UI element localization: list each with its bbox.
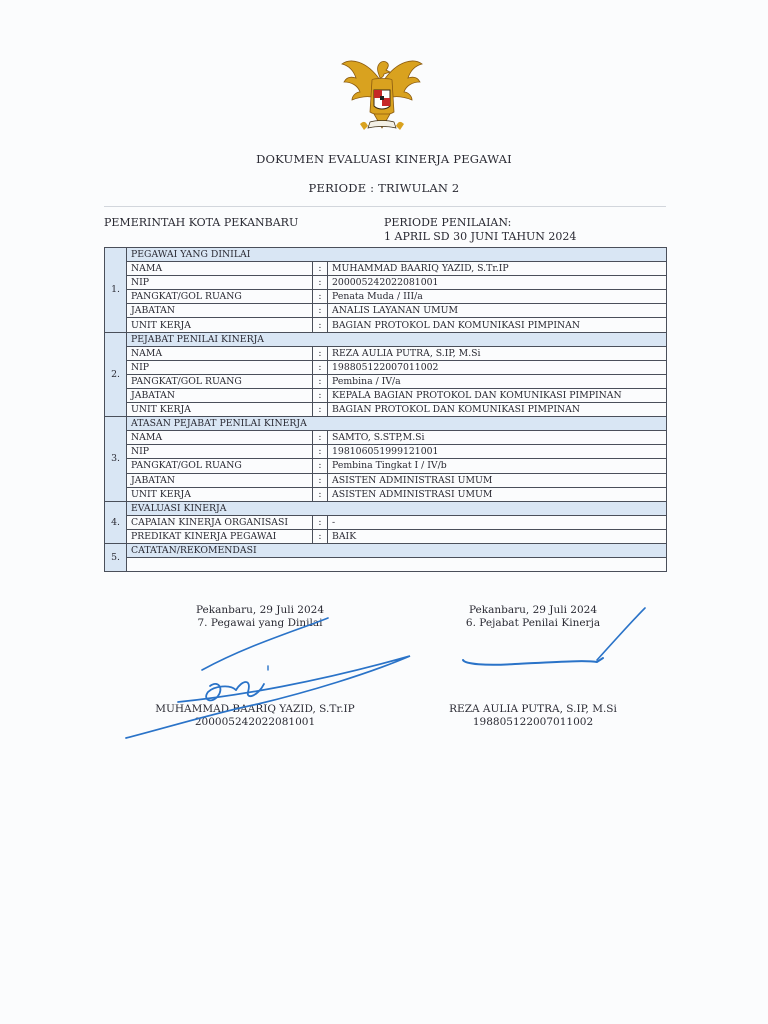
field-label: PANGKAT/GOL RUANG	[127, 374, 313, 388]
field-label: PANGKAT/GOL RUANG	[127, 459, 313, 473]
header-divider	[104, 206, 666, 207]
field-value: 198106051999121001	[328, 445, 667, 459]
field-colon: :	[313, 473, 328, 487]
table-row	[105, 346, 667, 360]
notes-row	[105, 558, 667, 572]
section-title: CATATAN/REKOMENDASI	[127, 543, 667, 557]
field-label: NAMA	[127, 346, 313, 360]
periode-penilaian-value: 1 APRIL SD 30 JUNI TAHUN 2024	[384, 230, 577, 243]
field-colon: :	[313, 487, 328, 501]
instansi-label: PEMERINTAH KOTA PEKANBARU	[104, 216, 299, 229]
field-value: ANALIS LAYANAN UMUM	[328, 304, 667, 318]
right-name: REZA AULIA PUTRA, S.IP, M.Si	[449, 703, 617, 715]
field-label: JABATAN	[127, 473, 313, 487]
field-value: Penata Muda / III/a	[328, 290, 667, 304]
field-value: BAIK	[328, 529, 667, 543]
field-label: JABATAN	[127, 388, 313, 402]
field-label: NIP	[127, 360, 313, 374]
section-header-row	[105, 543, 667, 557]
right-place-date: Pekanbaru, 29 Juli 2024	[468, 604, 598, 616]
table-row	[105, 515, 667, 529]
table-row	[105, 445, 667, 459]
left-handwritten-signature	[118, 600, 418, 745]
field-colon: :	[313, 262, 328, 276]
field-colon: :	[313, 459, 328, 473]
section-header-row	[105, 501, 667, 515]
left-role: 7. Pegawai yang Dinilai	[197, 617, 323, 629]
field-label: NIP	[127, 445, 313, 459]
left-name: MUHAMMAD BAARIQ YAZID, S.Tr.IP	[155, 703, 355, 715]
section-number: 5.	[105, 543, 127, 571]
table-row	[105, 304, 667, 318]
field-label: PREDIKAT KINERJA PEGAWAI	[127, 529, 313, 543]
section-number: 4.	[105, 501, 127, 543]
field-label: CAPAIAN KINERJA ORGANISASI	[127, 515, 313, 529]
table-row	[105, 318, 667, 332]
field-label: PANGKAT/GOL RUANG	[127, 290, 313, 304]
left-place-date: Pekanbaru, 29 Juli 2024	[195, 604, 325, 616]
field-colon: :	[313, 290, 328, 304]
garuda-emblem-icon	[336, 50, 428, 142]
table-row	[105, 290, 667, 304]
right-nip: 198805122007011002	[472, 716, 594, 728]
section-title: ATASAN PEJABAT PENILAI KINERJA	[127, 417, 667, 431]
field-colon: :	[313, 529, 328, 543]
table-row	[105, 262, 667, 276]
field-value: 198805122007011002	[328, 360, 667, 374]
section-title: PEGAWAI YANG DINILAI	[127, 248, 667, 262]
left-nip: 200005242022081001	[194, 716, 316, 728]
section-number: 2.	[105, 332, 127, 417]
field-value: REZA AULIA PUTRA, S.IP, M.Si	[328, 346, 667, 360]
evaluation-table	[104, 247, 667, 572]
field-label: NAMA	[127, 431, 313, 445]
table-row	[105, 459, 667, 473]
field-colon: :	[313, 360, 328, 374]
periode-label: PERIODE : TRIWULAN 2	[308, 181, 460, 195]
field-label: UNIT KERJA	[127, 403, 313, 417]
field-colon: :	[313, 304, 328, 318]
table-row	[105, 431, 667, 445]
table-row	[105, 487, 667, 501]
field-value: BAGIAN PROTOKOL DAN KOMUNIKASI PIMPINAN	[328, 318, 667, 332]
field-colon: :	[313, 445, 328, 459]
field-colon: :	[313, 318, 328, 332]
field-colon: :	[313, 515, 328, 529]
section-header-row	[105, 248, 667, 262]
table-row	[105, 473, 667, 487]
section-header-row	[105, 417, 667, 431]
right-role: 6. Pejabat Penilai Kinerja	[465, 617, 601, 629]
field-label: UNIT KERJA	[127, 318, 313, 332]
right-handwritten-signature	[455, 600, 655, 675]
field-colon: :	[313, 403, 328, 417]
periode-penilaian-label: PERIODE PENILAIAN:	[384, 216, 512, 229]
section-number: 1.	[105, 248, 127, 333]
field-label: UNIT KERJA	[127, 487, 313, 501]
field-value: SAMTO, S.STP,M.Si	[328, 431, 667, 445]
document-title: DOKUMEN EVALUASI KINERJA PEGAWAI	[256, 152, 512, 166]
field-colon: :	[313, 276, 328, 290]
field-value: ASISTEN ADMINISTRASI UMUM	[328, 487, 667, 501]
field-label: NAMA	[127, 262, 313, 276]
periode-penilaian	[384, 216, 576, 244]
field-value: Pembina Tingkat I / IV/b	[328, 459, 667, 473]
table-row	[105, 388, 667, 402]
field-colon: :	[313, 388, 328, 402]
section-title: EVALUASI KINERJA	[127, 501, 667, 515]
table-row	[105, 403, 667, 417]
field-value: BAGIAN PROTOKOL DAN KOMUNIKASI PIMPINAN	[328, 403, 667, 417]
section-number: 3.	[105, 417, 127, 502]
field-value: ASISTEN ADMINISTRASI UMUM	[328, 473, 667, 487]
field-label: NIP	[127, 276, 313, 290]
section-title: PEJABAT PENILAI KINERJA	[127, 332, 667, 346]
field-value: -	[328, 515, 667, 529]
field-value: KEPALA BAGIAN PROTOKOL DAN KOMUNIKASI PIMPINAN	[328, 388, 667, 402]
table-row	[105, 529, 667, 543]
field-colon: :	[313, 374, 328, 388]
section-header-row	[105, 332, 667, 346]
field-colon: :	[313, 346, 328, 360]
field-value: MUHAMMAD BAARIQ YAZID, S.Tr.IP	[328, 262, 667, 276]
table-row	[105, 360, 667, 374]
right-signatory	[423, 703, 643, 729]
field-value: 200005242022081001	[328, 276, 667, 290]
table-row	[105, 276, 667, 290]
notes-cell	[127, 558, 667, 572]
table-row	[105, 374, 667, 388]
field-value: Pembina / IV/a	[328, 374, 667, 388]
field-label: JABATAN	[127, 304, 313, 318]
field-colon: :	[313, 431, 328, 445]
